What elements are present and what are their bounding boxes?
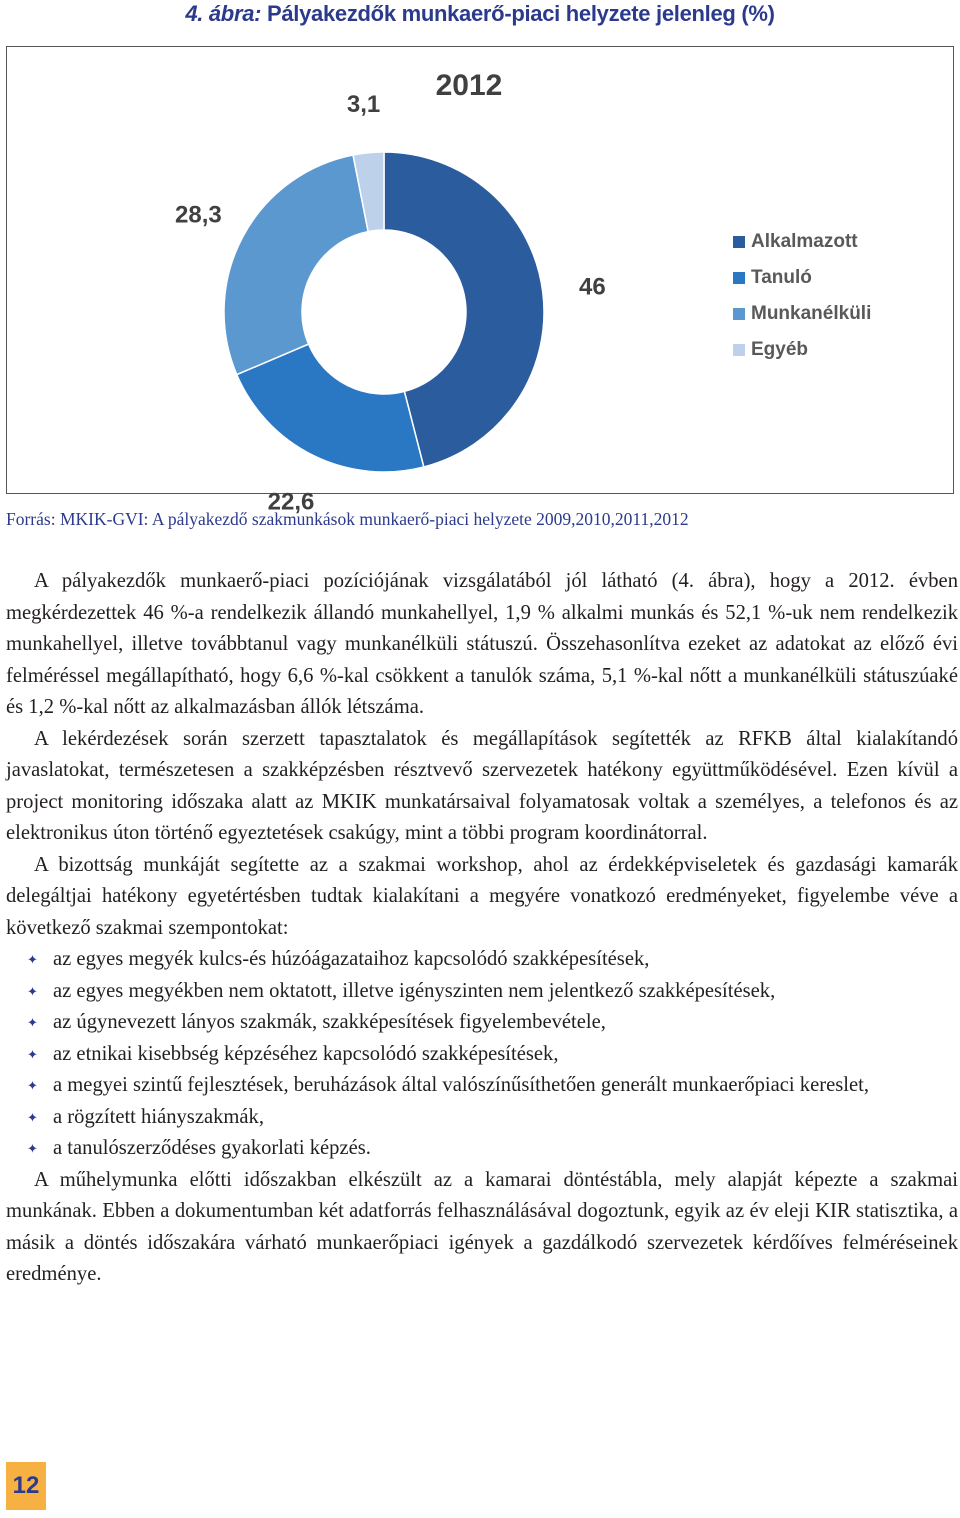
data-label: 22,6 xyxy=(267,488,315,516)
list-item-text: az etnikai kisebbség képzéséhez kapcsolódó szakképesítések, xyxy=(53,1042,559,1065)
list-item xyxy=(27,976,958,1008)
bullet-icon: ✦ xyxy=(27,1078,38,1093)
page-number: 12 xyxy=(6,1462,46,1510)
paragraph-4: A műhelymunka előtti időszakban elkészült az a kamarai döntéstábla, mely alapját képezte a szakmai munkának. Ebben a dokumentumban két adatforrás felhasználásával dogoztunk, egyik az év eleji KIR statisztika, a másik a döntés időszakára várható munkaerőpiaci igények a gazdálkodó szervezetek kérdőíves felméréseinek eredménye. xyxy=(6,1168,958,1285)
list-item-text: a tanulószerződéses gyakorlati képzés. xyxy=(53,1137,371,1159)
bullet-icon: ✦ xyxy=(27,983,38,999)
bullet-icon: ✦ xyxy=(27,1015,38,1030)
figure-title-text: Pályakezdők munkaerő-piaci helyzete jelenleg (%) xyxy=(261,1,775,26)
data-label: 28,3 xyxy=(175,201,222,229)
legend-swatch xyxy=(733,344,745,356)
list-item xyxy=(27,944,958,976)
figure-source: Forrás: MKIK-GVI: A pályakezdő szakmunkások munkaerő-piaci helyzete 2009,2010,2011,2012 xyxy=(6,509,689,529)
paragraph-1: A pályakezdők munkaerő-piaci pozíciójának vizsgálatából jól látható (4. ábra), hogy a 2012. évben megkérdezettek 46 %-a rendelkezik állandó munkahellyel, 1,9 % alkalmi munkás és 52,1 %-uk nem rendelkezik munkahellyel, illetve továbbtanul vagy munkanélküli státuszú. Összehasonlítva ezeket az adatokat az előző évi felméréssel megállapítható, hogy 6,6 %-kal csökkent a tanulók száma, 5,1 %-kal nőtt a munkanélküli státuszúaké és 1,2 %-kal nőtt az alkalmazásban állók létszáma. xyxy=(6,570,958,718)
list-item xyxy=(27,1039,958,1071)
data-label: 3,1 xyxy=(346,90,381,118)
bullet-icon: ✦ xyxy=(27,1046,38,1062)
donut-slice-munkanélküli xyxy=(224,155,368,375)
bullet-icon: ✦ xyxy=(27,1141,38,1156)
bullet-icon: ✦ xyxy=(27,952,38,967)
legend-label: Munkanélküli xyxy=(751,303,872,324)
list-item-text: a megyei szintű fejlesztések, beruházások által valószínűsíthetően generált munkaerőpiaci kereslet, xyxy=(53,1074,869,1096)
paragraph-3: A bizottság munkáját segítette az a szakmai workshop, ahol az érdekképviseletek és gazdasági kamarák delegáltjai hatékony egyetértésben tudtak kialakítani a megyére vonatkozó eredményeket, figyelembe véve a következő szakmai szempontokat: xyxy=(6,853,958,939)
legend-swatch xyxy=(733,308,745,320)
list-item-text: a rögzített hiányszakmák, xyxy=(53,1105,265,1128)
donut-chart xyxy=(6,46,954,516)
list-item xyxy=(27,1102,958,1134)
list-item-text: az úgynevezett lányos szakmák, szakképesítések figyelembevétele, xyxy=(53,1011,606,1033)
legend-swatch xyxy=(733,236,745,248)
figure-title xyxy=(0,0,960,28)
donut-chart-svg xyxy=(7,47,953,516)
body-text xyxy=(6,566,958,1291)
legend-label: Tanuló xyxy=(751,267,812,288)
paragraph-2: A lekérdezések során szerzett tapasztalatok és megállapítások segítették az RFKB által kialakítandó javaslatokat, természetesen a szakképzésben résztvevő szervezetek hatékony együttműködésével. Ezen kívül a project monitoring időszaka alatt az MKIK munkatársaival folyamatosak voltak a személyes, a telefonos és az elektronikus úton történő egyeztetések csakúgy, mint a többi program koordinátorral. xyxy=(6,727,958,844)
list-item-text: az egyes megyékben nem oktatott, illetve igényszinten nem jelentkező szakképesítések, xyxy=(53,979,776,1002)
legend-label: Alkalmazott xyxy=(751,231,858,252)
list-item-text: az egyes megyék kulcs-és húzóágazataihoz kapcsolódó szakképesítések, xyxy=(53,948,650,970)
bullet-icon: ✦ xyxy=(27,1109,38,1125)
criteria-list xyxy=(6,944,958,1165)
list-item xyxy=(27,1133,958,1165)
list-item xyxy=(27,1070,958,1102)
chart-title: 2012 xyxy=(435,69,503,102)
figure-title-lead: 4. ábra: xyxy=(185,1,262,26)
data-label: 46 xyxy=(578,273,606,301)
list-item xyxy=(27,1007,958,1039)
legend-swatch xyxy=(733,272,745,284)
legend-label: Egyéb xyxy=(751,339,809,360)
